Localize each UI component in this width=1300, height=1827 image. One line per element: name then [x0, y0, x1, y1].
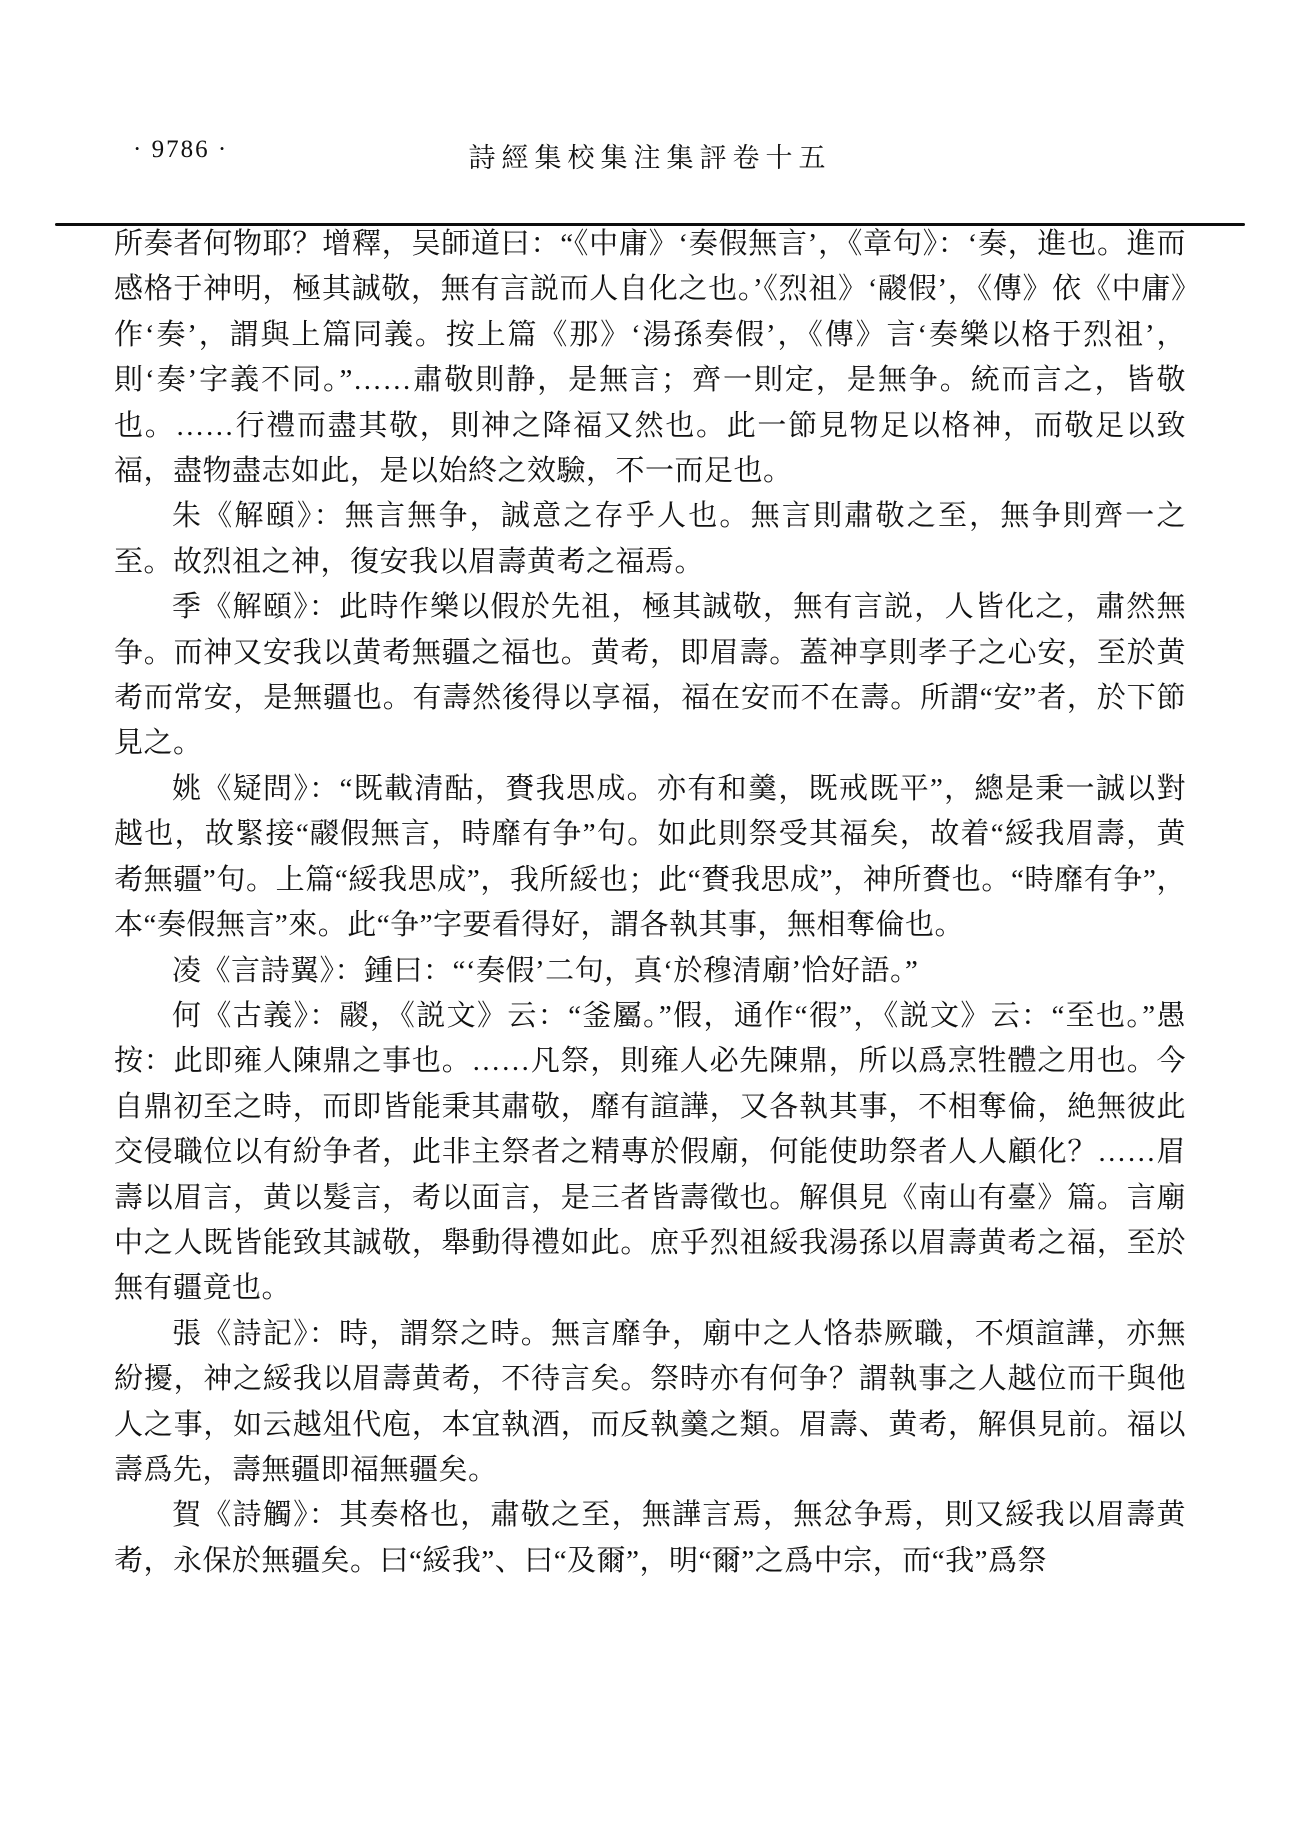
paragraph-zhang-shiji: 張《詩記》：時，謂祭之時。無言靡争，廟中之人恪恭厥職，不煩諠譁，亦無紛擾，神之綏我以眉壽黄耇，不待言矣。祭時亦有何争？謂執事之人越位而干與他人之事，如云越俎代庖，本宜執酒，而反執羹之類。眉壽、黄耇，解俱見前。福以壽爲先，壽無疆即福無疆矣。: [114, 1317, 1186, 1486]
paragraph-continuation: 所奏者何物耶？增釋，吴師道曰：“《中庸》‘奏假無言’，《章句》：‘奏，進也。進而感格于神明，極其誠敬，無有言説而人自化之也。’《烈祖》‘鬷假’，《傳》依《中庸》作‘奏’，謂與上篇同義。按上篇《那》‘湯孫奏假’，《傳》言‘奏樂以格于烈祖’，則‘奏’字義不同。”……肅敬則静，是無言；齊一則定，是無争。統而言之，皆敬也。……行禮而盡其敬，則神之降福又然也。此一節見物足以格神，而敬足以致福，盡物盡志如此，是以始終之效驗，不一而足也。: [114, 228, 1186, 488]
paragraph-ling-yanshiyi: 凌《言詩翼》：鍾曰：“‘奏假’二句，真‘於穆清廟’恰好語。”: [172, 954, 919, 987]
paragraph-yao-yiwen: 姚《疑問》：“既載清酤，賚我思成。亦有和羹，既戒既平”，總是秉一誠以對越也，故緊接“鬷假無言，時靡有争”句。如此則祭受其福矣，故着“綏我眉壽，黄耇無疆”句。上篇“綏我思成”，我所綏也；此“賚我思成”，神所賚也。“時靡有争”，本“奏假無言”來。此“争”字要看得好，謂各執其事，無相奪倫也。: [114, 772, 1186, 942]
paragraph-zhu-jieyi: 朱《解頤》：無言無争，誠意之存乎人也。無言則肅敬之至，無争則齊一之至。故烈祖之神，復安我以眉壽黄耇之福焉。: [114, 500, 1186, 578]
paragraph-he-shichu: 賀《詩觸》：其奏格也，肅敬之至，無譁言焉，無忿争焉，則又綏我以眉壽黄耇，永保於無疆矣。曰“綏我”、曰“及爾”，明“爾”之爲中宗，而“我”爲祭: [114, 1499, 1186, 1577]
running-head: [0, 136, 1300, 176]
page-header-title: 詩經集校集注集評卷十五: [468, 143, 832, 173]
page-body: [114, 222, 1186, 1584]
paragraph-he-guyi: 何《古義》：鬷，《説文》云：“釜屬。”假，通作“徦”，《説文》云：“至也。”愚按：此即雍人陳鼎之事也。……凡祭，則雍人必先陳鼎，所以爲烹牲體之用也。今自鼎初至之時，而即皆能秉其肅敬，靡有諠譁，又各執其事，不相奪倫，絶無彼此交侵職位以有紛争者，此非主祭者之精專於假廟，何能使助祭者人人顧化？……眉壽以眉言，黄以髮言，耇以面言，是三者皆壽徵也。解俱見《南山有臺》篇。言廟中之人既皆能致其誠敬，舉動得禮如此。庶乎烈祖綏我湯孫以眉壽黄耇之福，至於無有疆竟也。: [114, 999, 1186, 1305]
page-number: · 9786 ·: [133, 136, 229, 163]
paragraph-ji-jieyi: 季《解頤》：此時作樂以假於先祖，極其誠敬，無有言説，人皆化之，肅然無争。而神又安我以黄耇無疆之福也。黄耇，即眉壽。蓋神享則孝子之心安，至於黄耇而常安，是無疆也。有壽然後得以享福，福在安而不在壽。所謂“安”者，於下節見之。: [114, 591, 1186, 760]
